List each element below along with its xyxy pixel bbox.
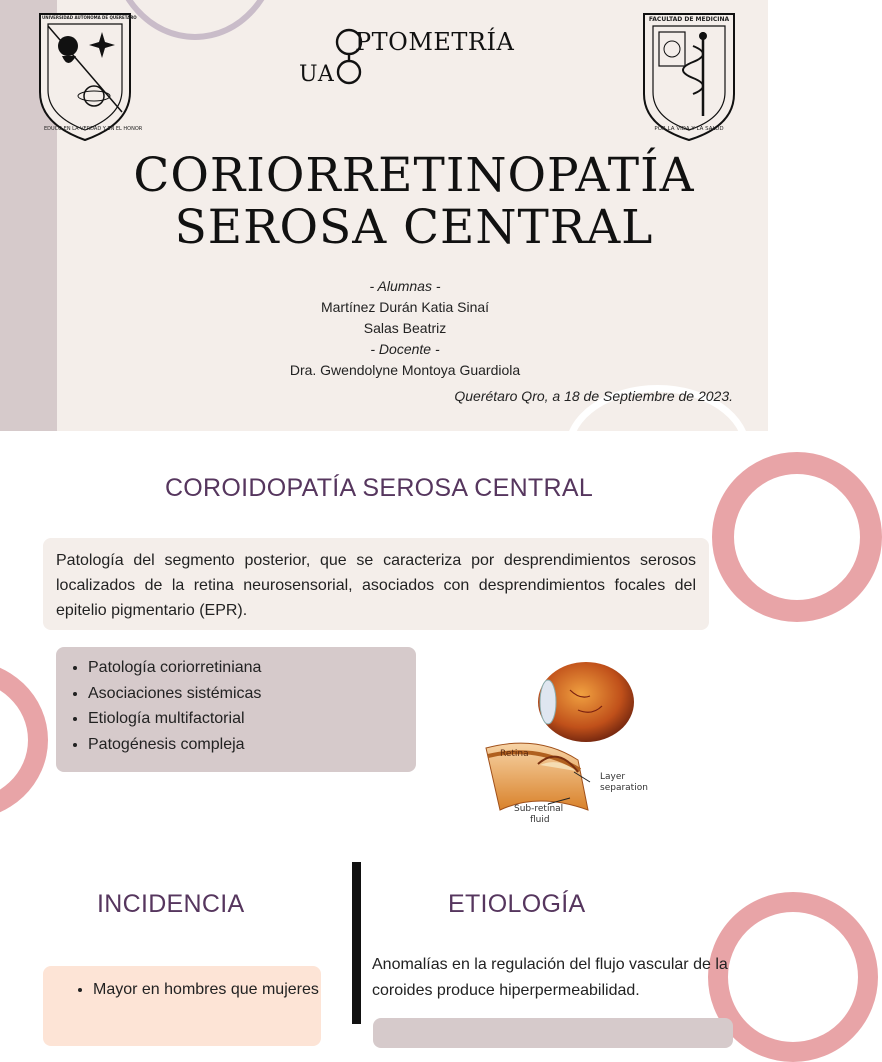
list-item: • Mayor en hombres que mujeres xyxy=(93,977,321,1002)
features-list xyxy=(56,647,416,772)
list-item: • Patogénesis compleja xyxy=(88,732,416,758)
definition-box: Patología del segmento posterior, que se caracteriza por desprendimientos serosos localizados de la retina neurosensorial, asociados con desprendimientos focales del epitelio pigmentario (EPR). xyxy=(43,538,709,630)
section-title-etiologia: ETIOLOGÍA xyxy=(448,890,586,918)
section-title-coroidopatia: COROIDOPATÍA SEROSA CENTRAL xyxy=(164,474,594,502)
decorative-ring xyxy=(0,660,48,820)
uaq-seal-motto: EDUCO EN LA VERDAD Y EN EL HONOR xyxy=(44,126,143,132)
column-divider xyxy=(352,862,361,1024)
list-item: • Asociaciones sistémicas xyxy=(88,681,416,707)
place-date: Querétaro Qro, a 18 de Septiembre de 2023. xyxy=(454,388,733,404)
teacher-label: - Docente - xyxy=(370,341,440,357)
logo-prefix: UA xyxy=(299,62,335,87)
etiology-text: Anomalías en la regulación del flujo vascular de la coroides produce hiperpermeabilidad. xyxy=(372,956,728,999)
main-title xyxy=(60,150,768,254)
figure-label-separation: separation xyxy=(600,783,648,793)
decorative-ring xyxy=(110,0,280,40)
figure-label-retina: Retina xyxy=(500,749,529,759)
etiology-box xyxy=(373,1018,733,1048)
retina-detachment-illustration xyxy=(478,660,658,830)
figure-label-layer: Layer xyxy=(600,772,626,782)
incidence-list xyxy=(43,966,321,1046)
main-title-line1: CORIORRETINOPATÍA xyxy=(133,148,695,203)
student-name: Salas Beatriz xyxy=(363,320,447,336)
students-label: - Alumnas - xyxy=(369,278,441,294)
section-title-incidencia: INCIDENCIA xyxy=(97,890,245,918)
student-name: Martínez Durán Katia Sinaí xyxy=(320,299,490,315)
figure-label-subretinal: Sub-retinal xyxy=(514,804,564,814)
figure-label-fluid: fluid xyxy=(530,815,550,825)
medicina-seal-top-text: FACULTAD DE MEDICINA xyxy=(648,16,730,23)
uaq-seal-logo xyxy=(36,12,143,142)
uaq-seal-top-text: UNIVERSIDAD AUTONOMA DE QUERETARO xyxy=(42,15,137,20)
teacher-name: Dra. Gwendolyne Montoya Guardiola xyxy=(289,362,521,378)
medicina-seal-motto: POR LA VIDA Y LA SALUD xyxy=(654,126,724,132)
main-title-line2: SEROSA CENTRAL xyxy=(174,200,654,255)
cover-section xyxy=(0,0,768,431)
optometria-logo xyxy=(299,24,519,88)
medicina-seal-logo xyxy=(641,12,737,142)
list-item: • Etiología multifactorial xyxy=(88,706,416,732)
list-item: • Patología coriorretiniana xyxy=(88,655,416,681)
credits-block xyxy=(260,276,550,381)
decorative-ring xyxy=(708,892,878,1062)
logo-word: PTOMETRÍA xyxy=(355,28,515,56)
